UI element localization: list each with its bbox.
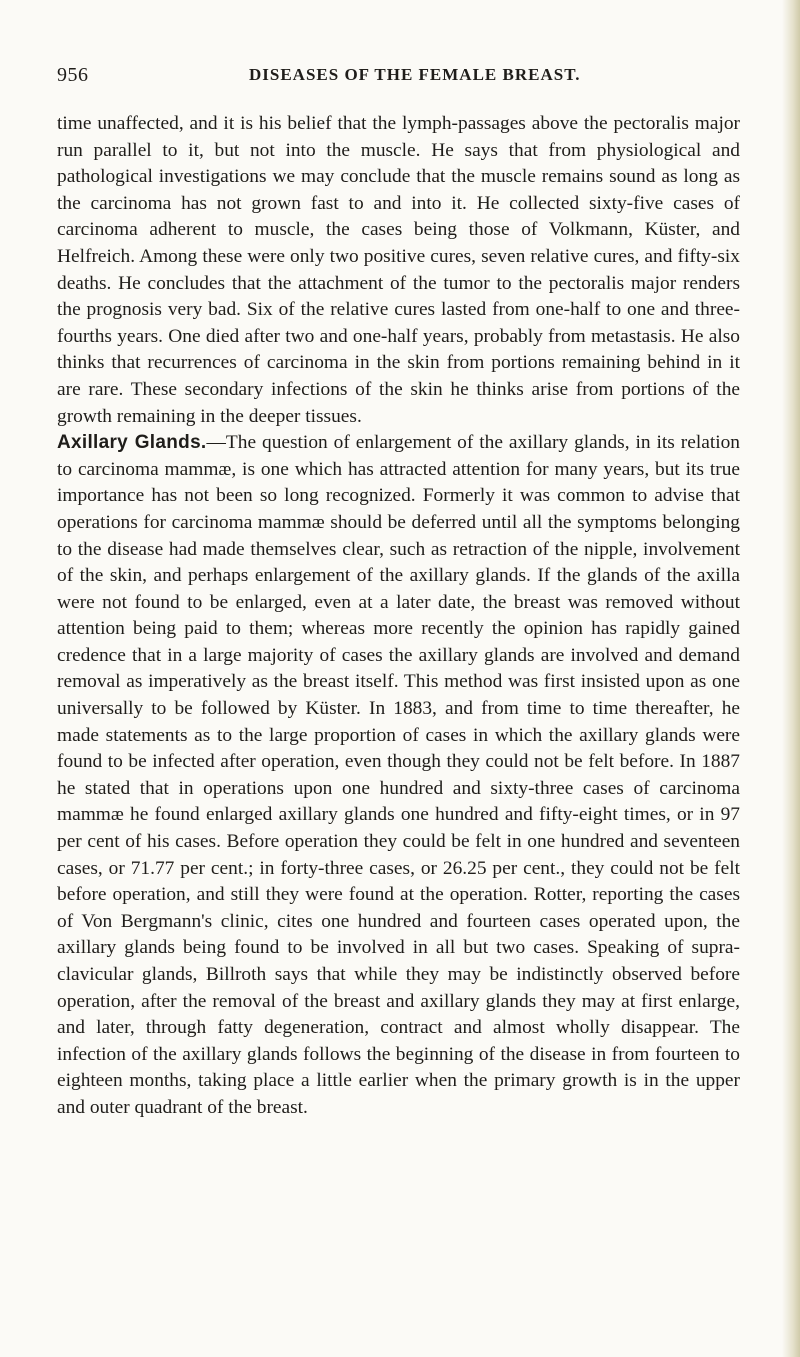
page-header — [57, 62, 740, 90]
paragraph-2 — [57, 430, 740, 1121]
page-edge-shadow — [782, 0, 800, 1357]
body-text — [57, 111, 740, 1122]
section-heading-axillary-glands: Axillary Glands. — [57, 432, 207, 454]
page-number: 956 — [57, 64, 89, 86]
paragraph-1: time unaffected, and it is his belief that the lymph-passages above the pectoralis major run parallel to it, but not into the muscle. He says that from physiological and pathological investigations we may conclude that the muscle remains sound as long as the carcinoma has not grown fast to and into it. He collected sixty-five cases of carcinoma adherent to muscle, the cases being those of Volkmann, Küster, and Helfreich. Among these were only two positive cures, seven relative cures, and fifty-six deaths. He concludes that the attachment of the tumor to the pectoralis major renders the prognosis very bad. Six of the relative cures lasted from one-half to one and three-fourths years. One died after two and one-half years, probably from metastasis. He also thinks that recurrences of carcinoma in the skin from portions remaining behind in it are rare. These secondary infections of the skin he thinks arise from portions of the growth remaining in the deeper tissues. — [57, 113, 740, 427]
running-head: DISEASES OF THE FEMALE BREAST. — [249, 65, 581, 84]
paragraph-2-text: —The question of enlargement of the axillary glands, in its relation to carcinoma mammæ, is one which has attracted attention for many years, but its true importance has not been so long recognized. Formerly it was common to advise that operations for carcinoma mammæ should be deferred until all the symptoms belonging to the disease had made themselves clear, such as retraction of the nipple, involvement of the skin, and perhaps enlargement of the axillary glands. If the glands of the axilla were not found to be enlarged, even at a later date, the breast was removed without attention being paid to them; whereas more recently the opinion has rapidly gained credence that in a large majority of cases the axillary glands are involved and demand removal as imperatively as the breast itself. This method was first insisted upon as one universally to be followed by Küster. In 1883, and from time to time thereafter, he made statements as to the large proportion of cases in which the axillary glands were found to be infected after operation, even though they could not be felt before. In 1887 he stated that in operations upon one hundred and sixty-three cases of carcinoma mammæ he found enlarged axillary glands one hundred and fifty-eight times, or in 97 per cent of his cases. Before operation they could be felt in one hundred and seventeen cases, or 71.77 per cent.; in forty-three cases, or 26.25 per cent., they could not be felt before operation, and still they were found at the operation. Rotter, reporting the cases of Von Bergmann's clinic, cites one hundred and fourteen cases operated upon, the axillary glands being found to be involved in all but two cases. Speaking of supra-clavicular glands, Billroth says that while they may be indistinctly observed before operation, after the removal of the breast and axillary glands they may at first enlarge, and later, through fatty degeneration, contract and almost wholly disappear. The infection of the axillary glands follows the beginning of the disease in from fourteen to eighteen months, taking place a little earlier when the primary growth is in the upper and outer quadrant of the breast. — [57, 432, 740, 1118]
